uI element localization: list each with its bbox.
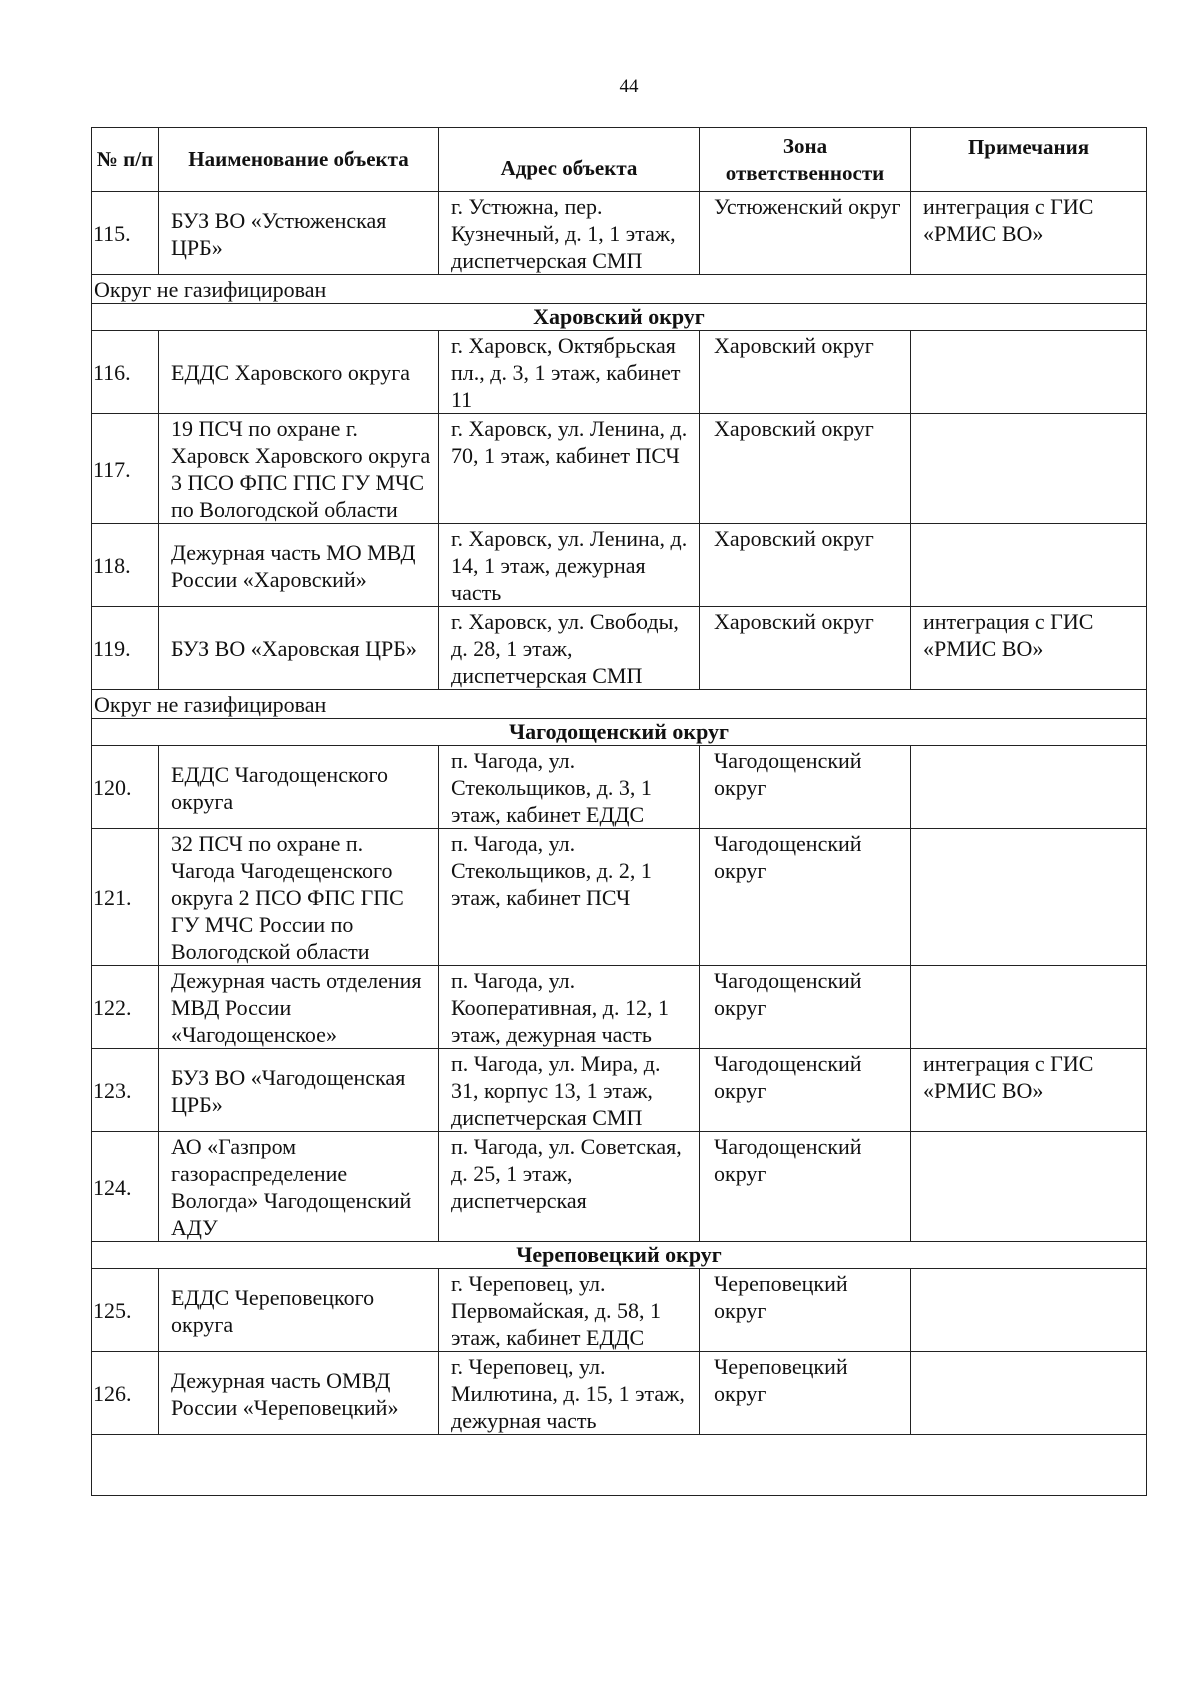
responsibility-zone: Чагодощенский округ xyxy=(700,1132,911,1242)
object-address: г. Харовск, ул. Ленина, д. 14, 1 этаж, дежурная часть xyxy=(439,524,700,607)
object-address: г. Харовск, Октябрьская пл., д. 3, 1 этаж, кабинет 11 xyxy=(439,331,700,414)
header-name: Наименование объекта xyxy=(159,128,439,192)
object-notes xyxy=(911,1132,1147,1242)
object-notes: интеграция с ГИС «РМИС ВО» xyxy=(911,192,1147,275)
object-name: ЕДДС Череповецкого округа xyxy=(159,1269,439,1352)
district-note: Округ не газифицирован xyxy=(92,275,1147,304)
table-header xyxy=(92,128,1147,192)
object-notes: интеграция с ГИС «РМИС ВО» xyxy=(911,607,1147,690)
object-notes xyxy=(911,1269,1147,1352)
object-notes xyxy=(911,829,1147,966)
district-heading-row xyxy=(92,1242,1147,1269)
table-row xyxy=(92,829,1147,966)
object-name: Дежурная часть ОМВД России «Череповецкий» xyxy=(159,1352,439,1435)
object-name: ЕДДС Харовского округа xyxy=(159,331,439,414)
object-address: г. Харовск, ул. Ленина, д. 70, 1 этаж, кабинет ПСЧ xyxy=(439,414,700,524)
row-number: 125. xyxy=(92,1269,159,1352)
header-address: Адрес объекта xyxy=(439,128,700,192)
object-name: БУЗ ВО «Харовская ЦРБ» xyxy=(159,607,439,690)
header-zone: Зона ответственности xyxy=(700,128,911,192)
object-notes xyxy=(911,966,1147,1049)
table-row xyxy=(92,1352,1147,1435)
object-name: БУЗ ВО «Устюженская ЦРБ» xyxy=(159,192,439,275)
district-note-row xyxy=(92,275,1147,304)
row-number: 122. xyxy=(92,966,159,1049)
object-notes xyxy=(911,746,1147,829)
object-address: п. Чагода, ул. Кооперативная, д. 12, 1 этаж, дежурная часть xyxy=(439,966,700,1049)
district-heading-row xyxy=(92,304,1147,331)
responsibility-zone: Череповецкий округ xyxy=(700,1352,911,1435)
row-number: 120. xyxy=(92,746,159,829)
row-number: 117. xyxy=(92,414,159,524)
table-row xyxy=(92,524,1147,607)
table-row xyxy=(92,1269,1147,1352)
responsibility-zone: Харовский округ xyxy=(700,607,911,690)
object-name: 32 ПСЧ по охране п. Чагода Чагодещенского округа 2 ПСО ФПС ГПС ГУ МЧС России по Вологодской области xyxy=(159,829,439,966)
header-num: № п/п xyxy=(92,128,159,192)
district-note: Округ не газифицирован xyxy=(92,690,1147,719)
object-address: г. Харовск, ул. Свободы, д. 28, 1 этаж, диспетчерская СМП xyxy=(439,607,700,690)
district-heading: Чагодощенский округ xyxy=(92,719,1147,746)
empty-row xyxy=(92,1435,1147,1496)
row-number: 118. xyxy=(92,524,159,607)
responsibility-zone: Харовский округ xyxy=(700,414,911,524)
row-number: 115. xyxy=(92,192,159,275)
table-row xyxy=(92,746,1147,829)
district-heading-row xyxy=(92,719,1147,746)
row-number: 124. xyxy=(92,1132,159,1242)
empty-cell xyxy=(92,1435,1147,1496)
object-address: п. Чагода, ул. Стекольщиков, д. 3, 1 этаж, кабинет ЕДДС xyxy=(439,746,700,829)
object-name: ЕДДС Чагодощенского округа xyxy=(159,746,439,829)
district-heading: Харовский округ xyxy=(92,304,1147,331)
object-notes xyxy=(911,414,1147,524)
object-name: 19 ПСЧ по охране г. Харовск Харовского округа 3 ПСО ФПС ГПС ГУ МЧС по Вологодской области xyxy=(159,414,439,524)
table-body xyxy=(92,192,1147,1496)
table-row xyxy=(92,1132,1147,1242)
object-name: Дежурная часть отделения МВД России «Чагодощенское» xyxy=(159,966,439,1049)
object-notes: интеграция с ГИС «РМИС ВО» xyxy=(911,1049,1147,1132)
header-notes: Примечания xyxy=(911,128,1147,192)
object-address: п. Чагода, ул. Стекольщиков, д. 2, 1 этаж, кабинет ПСЧ xyxy=(439,829,700,966)
row-number: 119. xyxy=(92,607,159,690)
object-address: п. Чагода, ул. Мира, д. 31, корпус 13, 1 этаж, диспетчерская СМП xyxy=(439,1049,700,1132)
responsibility-zone: Чагодощенский округ xyxy=(700,966,911,1049)
row-number: 126. xyxy=(92,1352,159,1435)
object-notes xyxy=(911,1352,1147,1435)
table-row xyxy=(92,192,1147,275)
object-address: г. Череповец, ул. Милютина, д. 15, 1 этаж, дежурная часть xyxy=(439,1352,700,1435)
table-row xyxy=(92,1049,1147,1132)
row-number: 123. xyxy=(92,1049,159,1132)
page-number: 44 xyxy=(619,76,639,97)
responsibility-zone: Чагодощенский округ xyxy=(700,829,911,966)
responsibility-zone: Устюженский округ xyxy=(700,192,911,275)
objects-table xyxy=(91,127,1147,1496)
object-name: АО «Газпром газораспределение Вологда» Чагодощенский АДУ xyxy=(159,1132,439,1242)
table-row xyxy=(92,331,1147,414)
responsibility-zone: Чагодощенский округ xyxy=(700,1049,911,1132)
district-heading: Череповецкий округ xyxy=(92,1242,1147,1269)
object-notes xyxy=(911,331,1147,414)
object-address: г. Устюжна, пер. Кузнечный, д. 1, 1 этаж, диспетчерская СМП xyxy=(439,192,700,275)
responsibility-zone: Чагодощенский округ xyxy=(700,746,911,829)
object-address: г. Череповец, ул. Первомайская, д. 58, 1 этаж, кабинет ЕДДС xyxy=(439,1269,700,1352)
table-row xyxy=(92,966,1147,1049)
row-number: 121. xyxy=(92,829,159,966)
table-row xyxy=(92,414,1147,524)
object-notes xyxy=(911,524,1147,607)
responsibility-zone: Череповецкий округ xyxy=(700,1269,911,1352)
responsibility-zone: Харовский округ xyxy=(700,331,911,414)
district-note-row xyxy=(92,690,1147,719)
object-address: п. Чагода, ул. Советская, д. 25, 1 этаж, диспетчерская xyxy=(439,1132,700,1242)
object-name: Дежурная часть МО МВД России «Харовский» xyxy=(159,524,439,607)
row-number: 116. xyxy=(92,331,159,414)
table-row xyxy=(92,607,1147,690)
object-name: БУЗ ВО «Чагодощенская ЦРБ» xyxy=(159,1049,439,1132)
responsibility-zone: Харовский округ xyxy=(700,524,911,607)
